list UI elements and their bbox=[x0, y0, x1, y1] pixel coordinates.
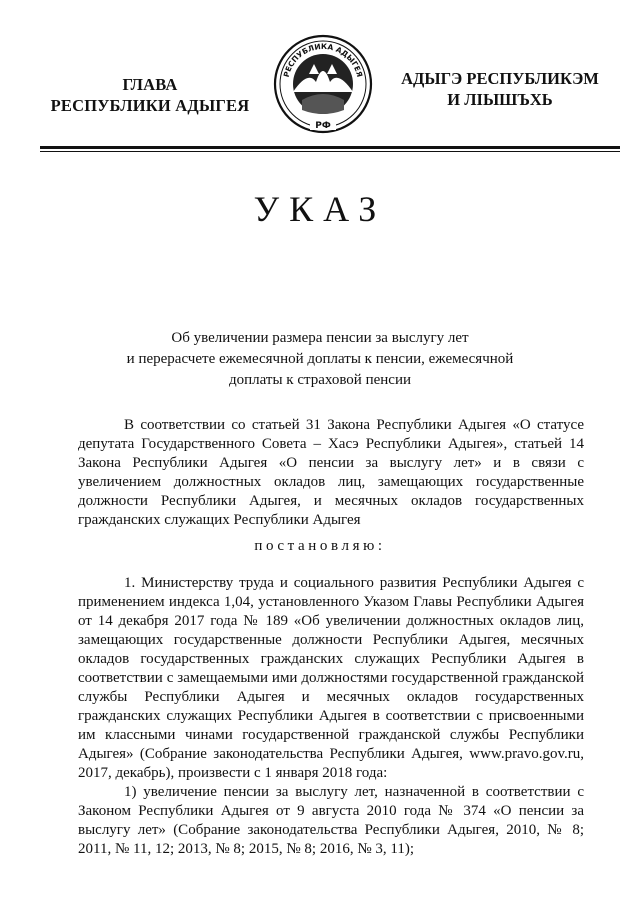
emblem-bottom-label: РФ bbox=[315, 121, 331, 131]
issuer-adyghe-line-1: АДЫГЭ РЕСПУБЛИКЭМ bbox=[401, 69, 599, 88]
issuer-name-adyghe bbox=[385, 68, 615, 110]
decree-items bbox=[78, 574, 584, 859]
issuer-name-russian bbox=[40, 74, 260, 116]
preamble-paragraph: В соответствии со статьей 31 Закона Республики Адыгея «О статусе депутата Государственного Совета – Хасэ Республики Адыгея», статьей 14 Закона Республики Адыгея «О пенсии за выслугу лет» и в связи с увеличением должностных окладов лиц, замещающих государственные должности Республики Адыгея, и месячных окладов государственных гражданских служащих Республики Адыгея bbox=[78, 417, 584, 528]
decree-word: постановляю: bbox=[254, 538, 386, 554]
issuer-adyghe-line-2: И ЛІЫШЪХЬ bbox=[447, 90, 553, 109]
item-1-1-paragraph: 1) увеличение пенсии за выслугу лет, назначенной в соответствии с Законом Республики Адыгея от 9 августа 2010 года № 374 «О пенсии за выслугу лет» (Собрание законодательства Республики Адыгея, 2010, № 8; 2011, № 11, 12; 2013, № 8; 2015, № 8; 2016, № 3, 11); bbox=[78, 784, 584, 857]
header-divider-thin bbox=[40, 151, 620, 152]
subject-line-1: Об увеличении размера пенсии за выслугу лет bbox=[171, 330, 469, 346]
document-subject bbox=[100, 328, 540, 391]
header-divider-thick bbox=[40, 146, 620, 149]
item-1-paragraph: 1. Министерству труда и социального развития Республики Адыгея с применением индекса 1,04, установленного Указом Главы Республики Адыгея от 14 декабря 2017 года № 189 «Об увеличении должностных окладов лиц, замещающих государственные должности Республики Адыгея, месячных окладов государственных гражданских служащих Республики Адыгея в соответствии с замещаемыми ими должностями государственной гражданской службы Республики Адыгея и месячных окладов государственных гражданских служащих Республики Адыгея в соответствии с присвоенными им классными чинами государственной гражданской службы Республики Адыгея» (Собрание законодательства Республики Адыгея, www.pravo.gov.ru, 2017, декабрь), произвести с 1 января 2018 года: bbox=[78, 575, 584, 781]
subject-line-3: доплаты к страховой пенсии bbox=[229, 372, 411, 388]
issuer-line-1: ГЛАВА bbox=[122, 75, 178, 94]
preamble-section bbox=[78, 416, 584, 530]
coat-of-arms-emblem-icon bbox=[272, 30, 374, 136]
emblem-text: РЕСПУБЛИКА АДЫГЕЯ bbox=[281, 41, 365, 79]
document-title: УКАЗ bbox=[253, 189, 387, 229]
issuer-line-2: РЕСПУБЛИКИ АДЫГЕЯ bbox=[50, 96, 250, 115]
subject-line-2: и перерасчете ежемесячной доплаты к пенсии, ежемесячной bbox=[126, 351, 514, 367]
